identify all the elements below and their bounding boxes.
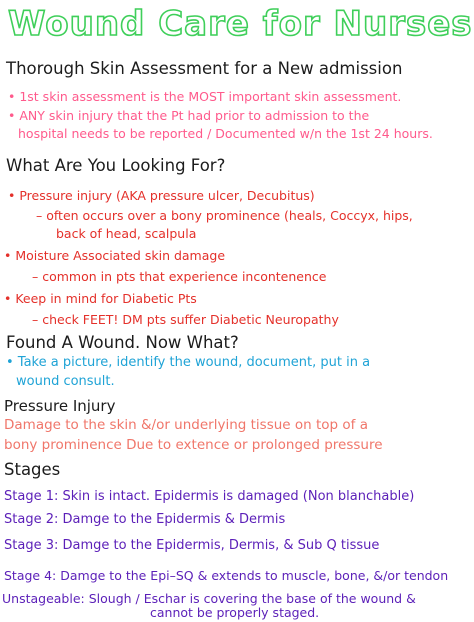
stage-line: cannot be properly staged. — [150, 605, 320, 620]
found-wound-line: wound consult. — [16, 374, 115, 389]
looking-for-line: – check FEET! DM pts suffer Diabetic Neuropathy — [32, 312, 339, 327]
stage-line: Stage 4: Damge to the Epi–SQ & extends to muscle, bone, &/or tendon — [4, 568, 449, 583]
pressure-injury-line: bony prominence Due to extence or prolonged pressure — [4, 437, 383, 453]
found-wound-line: • Take a picture, identify the wound, document, put in a — [6, 355, 371, 370]
looking-for-line: – common in pts that experience incontenence — [32, 269, 327, 284]
assessment-heading: Thorough Skin Assessment for a New admission — [6, 59, 403, 78]
looking-for-line: • Pressure injury (AKA pressure ulcer, Decubitus) — [8, 188, 315, 203]
assessment-line: • 1st skin assessment is the MOST important skin assessment. — [8, 89, 402, 104]
page-title: Wound Care for Nurses — [8, 4, 473, 44]
looking-for-line: • Moisture Associated skin damage — [4, 248, 226, 263]
stage-line: Stage 2: Damge to the Epidermis & Dermis — [4, 512, 286, 527]
stage-line: Stage 1: Skin is intact. Epidermis is damaged (Non blanchable) — [4, 489, 415, 504]
pressure-injury-line: Damage to the skin &/or underlying tissue on top of a — [4, 417, 368, 433]
assessment-line: hospital needs to be reported / Documented w/n the 1st 24 hours. — [18, 126, 433, 141]
assessment-line: • ANY skin injury that the Pt had prior to admission to the — [8, 108, 370, 123]
looking-for-line: back of head, scalpula — [56, 226, 197, 241]
stage-line: Stage 3: Damge to the Epidermis, Dermis, & Sub Q tissue — [4, 538, 380, 553]
stages-heading: Stages — [4, 460, 61, 479]
pressure-injury-heading: Pressure Injury — [4, 397, 116, 415]
looking-for-line: • Keep in mind for Diabetic Pts — [4, 291, 197, 306]
stage-line: Unstageable: Slough / Eschar is covering the base of the wound & — [2, 591, 416, 606]
looking-for-heading: What Are You Looking For? — [6, 156, 226, 175]
found-wound-heading: Found A Wound. Now What? — [6, 333, 239, 352]
looking-for-line: – often occurs over a bony prominence (heals, Coccyx, hips, — [36, 208, 413, 223]
